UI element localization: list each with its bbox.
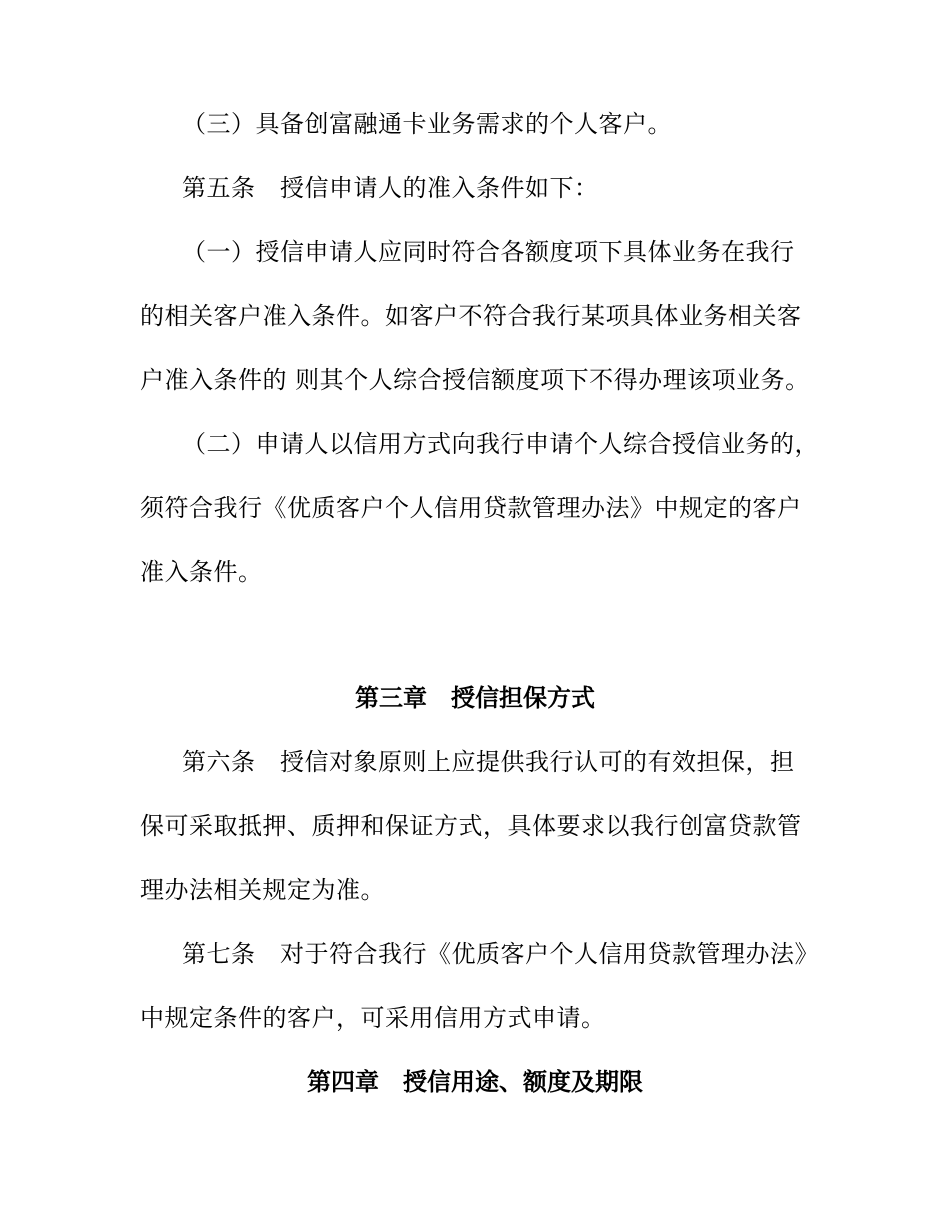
paragraph-line: 理办法相关规定为准。 [140, 876, 385, 904]
paragraph-line: （一）授信申请人应同时符合各额度项下具体业务在我行 [182, 238, 795, 266]
chapter-3-heading: 第三章 授信担保方式 [355, 684, 595, 712]
paragraph-line: 保可采取抵押、质押和保证方式，具体要求以我行创富贷款管 [140, 812, 802, 840]
paragraph-line: 户准入条件的 则其个人综合授信额度项下不得办理该项业务。 [140, 366, 810, 394]
article-6-line: 第六条 授信对象原则上应提供我行认可的有效担保，担 [182, 748, 795, 776]
paragraph-line: （三）具备创富融通卡业务需求的个人客户。 [182, 110, 672, 138]
paragraph-line: （二）申请人以信用方式向我行申请个人综合授信业务的， [182, 430, 819, 458]
paragraph-line: 中规定条件的客户，可采用信用方式申请。 [140, 1004, 606, 1032]
article-7-line: 第七条 对于符合我行《优质客户个人信用贷款管理办法》 [182, 940, 819, 968]
paragraph-line: 准入条件。 [140, 558, 263, 586]
paragraph-line: 的相关客户准入条件。如客户不符合我行某项具体业务相关客 [140, 302, 802, 330]
chapter-4-heading: 第四章 授信用途、额度及期限 [307, 1068, 643, 1096]
paragraph-line: 须符合我行《优质客户个人信用贷款管理办法》中规定的客户 [140, 494, 802, 522]
article-5-heading-line: 第五条 授信申请人的准入条件如下： [182, 174, 599, 202]
